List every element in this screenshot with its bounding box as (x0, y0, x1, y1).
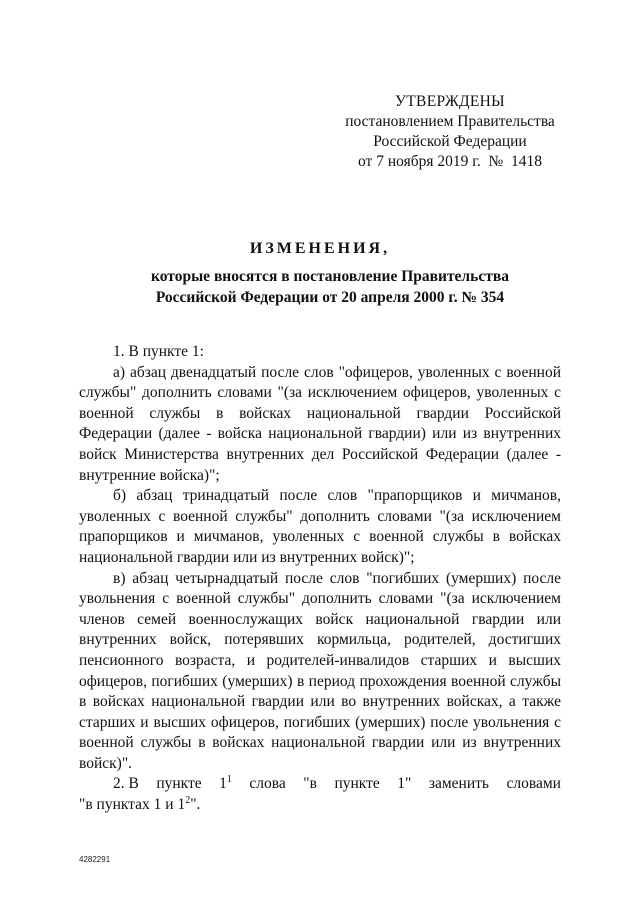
approval-line-3: от 7 ноября 2019 г. № 1418 (358, 153, 542, 170)
p2-word: 1 (219, 775, 227, 793)
document-subtitle (80, 266, 580, 308)
p2-line2-end: ". (190, 796, 201, 814)
approval-line-2: Российской Федерации (373, 133, 527, 150)
document-body (79, 342, 561, 816)
p2-word-with-superscript (219, 774, 232, 795)
paragraph-2-line-1 (79, 774, 561, 795)
p2-word: заменить (428, 775, 489, 793)
p2-word: словами (506, 775, 561, 793)
paragraph-c: в) абзац четырнадцатый после слов "погибших (умерших) после увольнения с военной службы" дополнить словами "(за исключением членов семей военнослужащих войск национальной гвардии или внутренних войск, потерявших кормильца, родителей, достигших пенсионного возраста, и родителей-инвалидов старших и высших офицеров, погибших (умерших) в период прохождения военной службы в войсках национальной гвардии или во внутренних войсках, а также старших и высших офицеров, погибших (умерших) после увольнения с военной службы в войсках национальной гвардии или из внутренних войск)". (79, 569, 561, 772)
subtitle-line-1: которые вносятся в постановление Правительства (151, 268, 509, 285)
approval-heading: УТВЕРЖДЕНЫ (395, 93, 505, 110)
document-code: 4282291 (79, 855, 111, 864)
document-title: ИЗМЕНЕНИЯ, (249, 240, 391, 257)
superscript: 2 (185, 794, 191, 806)
p2-word: пункте (334, 775, 380, 793)
paragraph-b: б) абзац тринадцатый после слов "прапорщиков и мичманов, уволенных с военной службы" дополнить словами "(за исключением прапорщиков и мичманов, уволенных с военной службы в войсках национальной гвардии или из внутренних войск)"; (79, 487, 561, 566)
p2-word: 2. В (113, 775, 139, 793)
paragraph-2-line-2 (79, 795, 561, 816)
p2-word: слова (249, 775, 286, 793)
p2-word: "в (303, 775, 317, 793)
p2-line2-text: "в пунктах 1 и 1 (79, 796, 186, 814)
paragraph-1: 1. В пункте 1: (113, 343, 204, 360)
approval-line-1: постановлением Правительства (345, 113, 555, 130)
paragraph-a: а) абзац двенадцатый после слов "офицеров, уволенных с военной службы" дополнить словами "(за исключением офицеров, уволенных с военной службы в войсках национальной гвардии Российской Федерации (далее - войска национальной гвардии) или из внутренних войск Министерства внутренних дел Российской Федерации (далее - внутренние войска)"; (79, 363, 561, 484)
subtitle-line-2: Российской Федерации от 20 апреля 2000 г. № 354 (155, 289, 505, 306)
p2-word: пункте (156, 775, 202, 793)
approval-block (330, 92, 570, 172)
p2-word: 1" (397, 775, 412, 793)
superscript: 1 (226, 774, 232, 786)
paragraph-2 (79, 774, 561, 815)
